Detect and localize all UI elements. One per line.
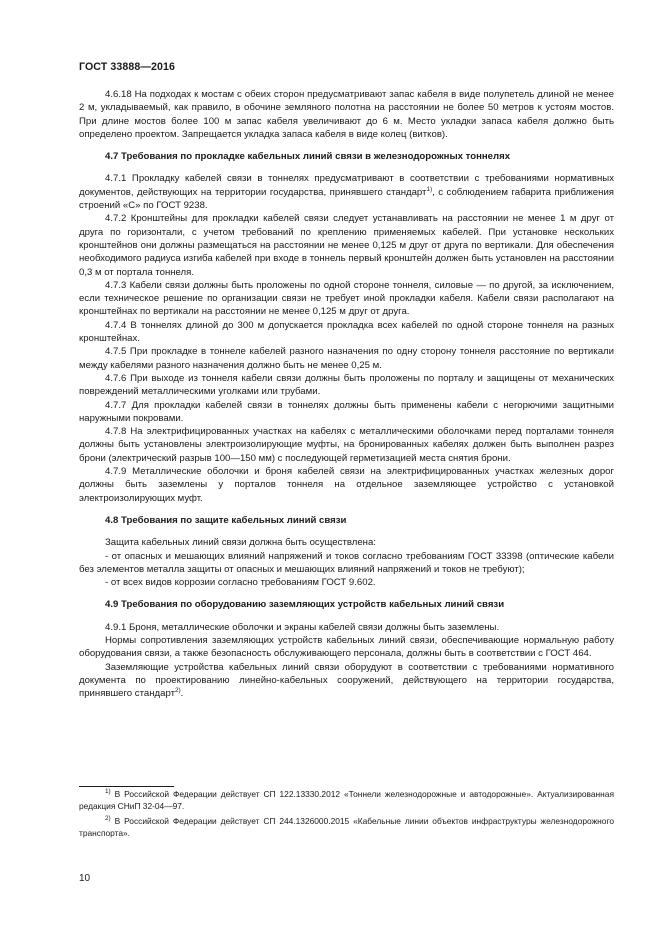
paragraph-text: 4.7.1 Прокладку кабелей связи в тоннелях предусматривают в соответствии с требованиями нормативных документов, действующих на территории государства, принявшего стандарт bbox=[79, 173, 614, 198]
paragraph bbox=[79, 661, 614, 701]
paragraph-text: 4.7.9 Металлические оболочки и броня кабелей связи на электрифицированных участках железных дорог должны быть заземлены у порталов тоннеля на отдельное заземляющее устройство с установкой электроизолирующих муфт. bbox=[79, 466, 614, 504]
footnote-reference[interactable]: 1) bbox=[426, 185, 433, 193]
paragraph-text: Защита кабельных линий связи должна быть осуществлена: bbox=[105, 537, 376, 549]
paragraph bbox=[79, 621, 614, 634]
paragraph bbox=[79, 172, 614, 212]
paragraph-text: 4.7.3 Кабели связи должны быть проложены по одной стороне тоннеля, силовые — по другой, за исключением, если техническое решение по организации связи не требует иной прокладки кабеля. Кабели связи располагают на кронштейнах по вертикали на расстоянии не менее 0,125 м друг от друга. bbox=[79, 279, 614, 318]
footnote-reference[interactable]: 2) bbox=[174, 687, 181, 695]
footnote-mark: 1) bbox=[105, 788, 111, 795]
section-heading bbox=[79, 514, 614, 527]
paragraph bbox=[79, 212, 614, 278]
paragraph bbox=[79, 372, 614, 399]
paragraph bbox=[79, 536, 614, 549]
paragraph-text: 4.7.8 На электрифицированных участках на кабелях с металлическими оболочками перед порталами тоннеля должны быть установлены электроизолирующие муфты, на бронированных кабелях должен быть выполнен разрез брони (электрический разрыв 100—150 мм) с последующей герметизацией места снятия брони. bbox=[79, 426, 614, 464]
paragraph-text: 4.6.18 На подходах к мостам с обеих сторон предусматривают запас кабеля в виде полупетель длиной не менее 2 м, укладываемый, как правило, в обочине земляного полотна на расстоянии не более 50 метров к устоям мостов. При длине мостов более 100 м запас кабеля увеличивают до 6 м. Место укладки запаса кабеля должно быть определено проектом. Запрещается укладка запаса кабеля в виде колец (витков). bbox=[79, 89, 614, 140]
paragraph bbox=[79, 550, 614, 577]
paragraph-text: Нормы сопротивления заземляющих устройств кабельных линий связи, обеспечивающие нормальную работу оборудования связи, а также безопасность обслуживающего персонала, должны быть в соответствии с ГОСТ 464. bbox=[79, 634, 614, 660]
paragraph bbox=[79, 345, 614, 372]
footnote-text: В Российской Федерации действует СП 244.1326000.2015 «Кабельные линии объектов инфраструктуры железнодорожного транспорта». bbox=[79, 816, 614, 838]
paragraph bbox=[79, 576, 614, 589]
footnote-mark: 2) bbox=[105, 815, 111, 823]
footnotes bbox=[79, 789, 614, 843]
paragraph-text: 4.7.5 При прокладке в тоннеле кабелей разного назначения по одну сторону тоннеля расстояние по вертикали между кабелями разного назначения должно быть не менее 0,25 м. bbox=[79, 346, 614, 371]
paragraph-text: - от опасных и мешающих влияний напряжений и токов согласно требованиям ГОСТ 33398 (оптические кабели без элементов металла защиты от опасных и мешающих влияний напряжений и токов не требуют); bbox=[79, 550, 614, 575]
paragraph-text: Заземляющие устройства кабельных линий связи оборудуют в соответствии с требованиями нормативного документа по проектированию линейно-кабельных сооружений, действующего на территории государства, принявшего стандарт bbox=[79, 661, 614, 700]
paragraph bbox=[79, 465, 614, 505]
paragraph-text: 4.7.6 При выходе из тоннеля кабели связи должны быть проложены по порталу и защищены от механических повреждений металлическими уголками или трубами. bbox=[79, 372, 614, 398]
section-heading bbox=[79, 598, 614, 611]
paragraph-text: - от всех видов коррозии согласно требованиям ГОСТ 9.602. bbox=[105, 577, 376, 589]
page-number: 10 bbox=[79, 873, 91, 884]
paragraph bbox=[79, 634, 614, 661]
paragraph bbox=[79, 425, 614, 465]
paragraph-text: 4.9 Требования по оборудованию заземляющих устройств кабельных линий связи bbox=[105, 599, 505, 611]
document-header: ГОСТ 33888—2016 bbox=[79, 61, 176, 73]
footnote-divider bbox=[79, 786, 174, 787]
paragraph-text: 4.7.7 Для прокладки кабелей связи в тоннелях должны быть применены кабели с негорючими защитными наружными покровами. bbox=[79, 399, 614, 424]
paragraph-text-continued: , с соблюдением габарита приближения строений «С» по ГОСТ 9238. bbox=[79, 186, 614, 212]
paragraph bbox=[79, 319, 614, 346]
paragraph bbox=[79, 279, 614, 319]
paragraph-text: 4.7.4 В тоннелях длиной до 300 м допускается прокладка всех кабелей по одной стороне тоннеля на разных кронштейнах. bbox=[79, 319, 614, 345]
paragraph-text: 4.7 Требования по прокладке кабельных линий связи в железнодорожных тоннелях bbox=[105, 151, 511, 163]
footnote-text: В Российской Федерации действует СП 122.13330.2012 «Тоннели железнодорожные и автодорожные». Актуализированная редакция СНиП 32-04—97. bbox=[79, 789, 614, 811]
paragraph-text: 4.9.1 Броня, металлические оболочки и экраны кабелей связи должны быть заземлены. bbox=[105, 621, 500, 633]
footnote bbox=[79, 816, 614, 839]
section-heading bbox=[79, 150, 614, 163]
paragraph-text: 4.8 Требования по защите кабельных линий связи bbox=[105, 514, 347, 526]
paragraph bbox=[79, 88, 614, 141]
document-body bbox=[79, 88, 614, 700]
footnote bbox=[79, 789, 614, 812]
paragraph bbox=[79, 399, 614, 426]
paragraph-text-continued: . bbox=[180, 688, 184, 700]
paragraph-text: 4.7.2 Кронштейны для прокладки кабелей связи следует устанавливать на расстоянии не менее 1 м друг от друга по горизонтали, с учетом требований по креплению применяемых кабелей. При установке нескольких кронштейнов они должны размещаться на расстоянии не менее 0,125 м друг от друга по вертикали. Для обеспечения необходимого радиуса изгиба кабелей при входе в тоннель первый кронштейн должен быть установлен на расстоянии 0,3 м от портала тоннеля. bbox=[79, 213, 614, 278]
